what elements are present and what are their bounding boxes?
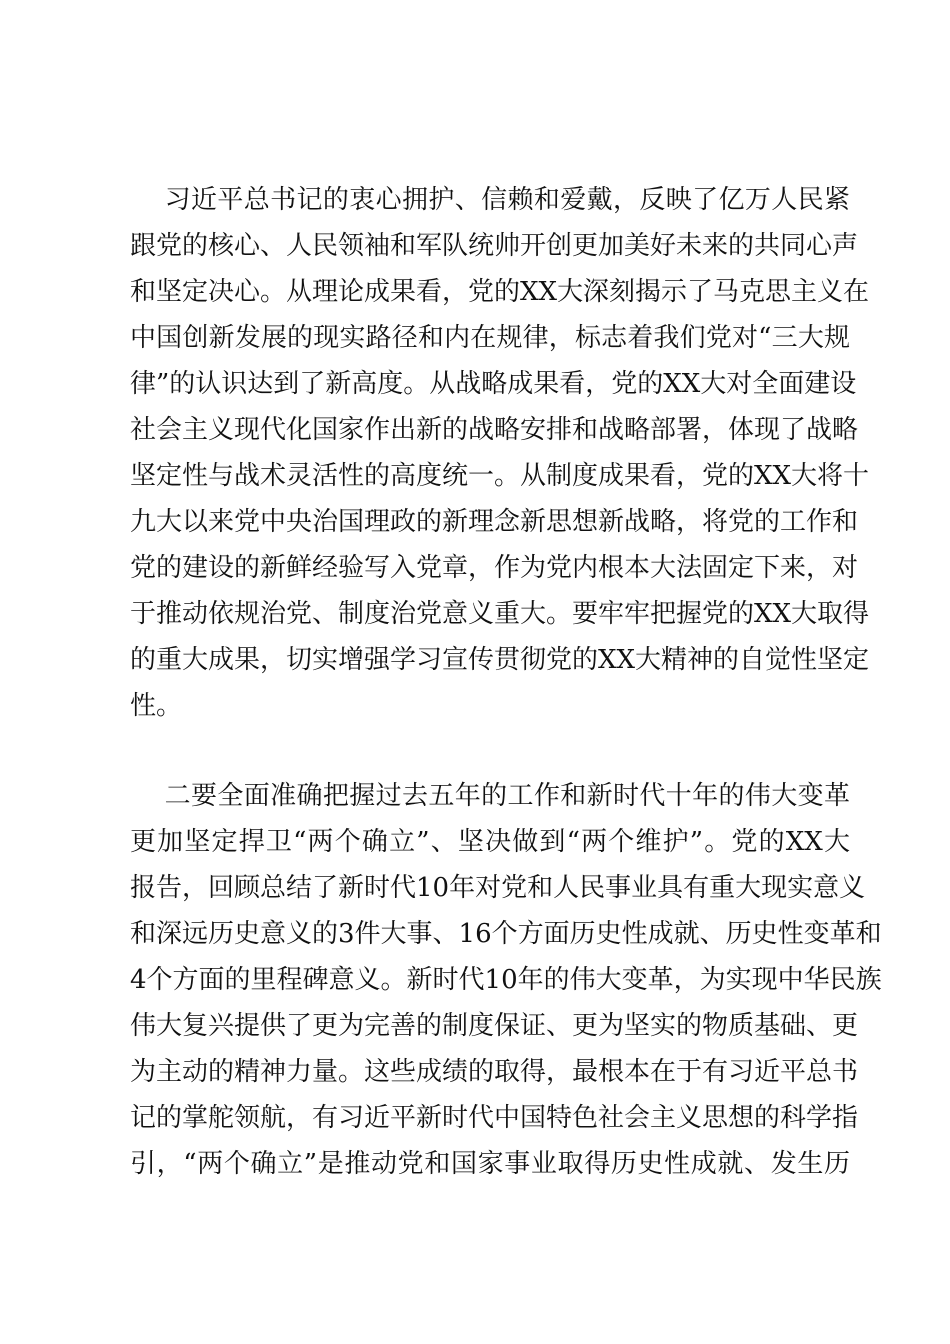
paragraph-line: 习近平总书记的衷心拥护、信赖和爱戴，反映了亿万人民紧 [130, 185, 850, 215]
paragraph-line: 伟大复兴提供了更为完善的制度保证、更为坚实的物质基础、更 [130, 1011, 859, 1041]
paragraph-1 [130, 177, 870, 729]
paragraph-line: 记的掌舵领航，有习近平新时代中国特色社会主义思想的科学指 [130, 1103, 859, 1133]
paragraph-line: 引，“两个确立”是推动党和国家事业取得历史性成就、发生历 [130, 1149, 850, 1179]
paragraph-line: 性。 [130, 691, 183, 721]
paragraph-line: 4个方面的里程碑意义。新时代10年的伟大变革，为实现中华民族 [130, 965, 882, 995]
paragraph-line: 的重大成果，切实增强学习宣传贯彻党的XX大精神的自觉性坚定 [130, 645, 870, 675]
paragraph-line: 律”的认识达到了新高度。从战略成果看，党的XX大对全面建设 [130, 369, 857, 399]
paragraph-line: 坚定性与战术灵活性的高度统一。从制度成果看，党的XX大将十 [130, 461, 870, 491]
paragraph-2 [130, 773, 882, 1187]
paragraph-line: 党的建设的新鲜经验写入党章，作为党内根本大法固定下来，对 [130, 553, 859, 583]
paragraph-line: 和深远历史意义的3件大事、16个方面历史性成就、历史性变革和 [130, 919, 882, 949]
paragraph-line: 二要全面准确把握过去五年的工作和新时代十年的伟大变革 [130, 781, 850, 811]
paragraph-line: 报告，回顾总结了新时代10年对党和人民事业具有重大现实意义 [130, 873, 866, 903]
paragraph-line: 跟党的核心、人民领袖和军队统帅开创更加美好未来的共同心声 [130, 231, 859, 261]
paragraph-line: 于推动依规治党、制度治党意义重大。要牢牢把握党的XX大取得 [130, 599, 870, 629]
paragraph-line: 社会主义现代化国家作出新的战略安排和战略部署，体现了战略 [130, 415, 859, 445]
paragraph-line: 为主动的精神力量。这些成绩的取得，最根本在于有习近平总书 [130, 1057, 859, 1087]
paragraph-line: 九大以来党中央治国理政的新理念新思想新战略，将党的工作和 [130, 507, 859, 537]
paragraph-line: 和坚定决心。从理论成果看，党的XX大深刻揭示了马克思主义在 [130, 277, 870, 307]
paragraph-line: 中国创新发展的现实路径和内在规律，标志着我们党对“三大规 [130, 323, 850, 353]
paragraph-line: 更加坚定捍卫“两个确立”、坚决做到“两个维护”。党的XX大 [130, 827, 850, 857]
